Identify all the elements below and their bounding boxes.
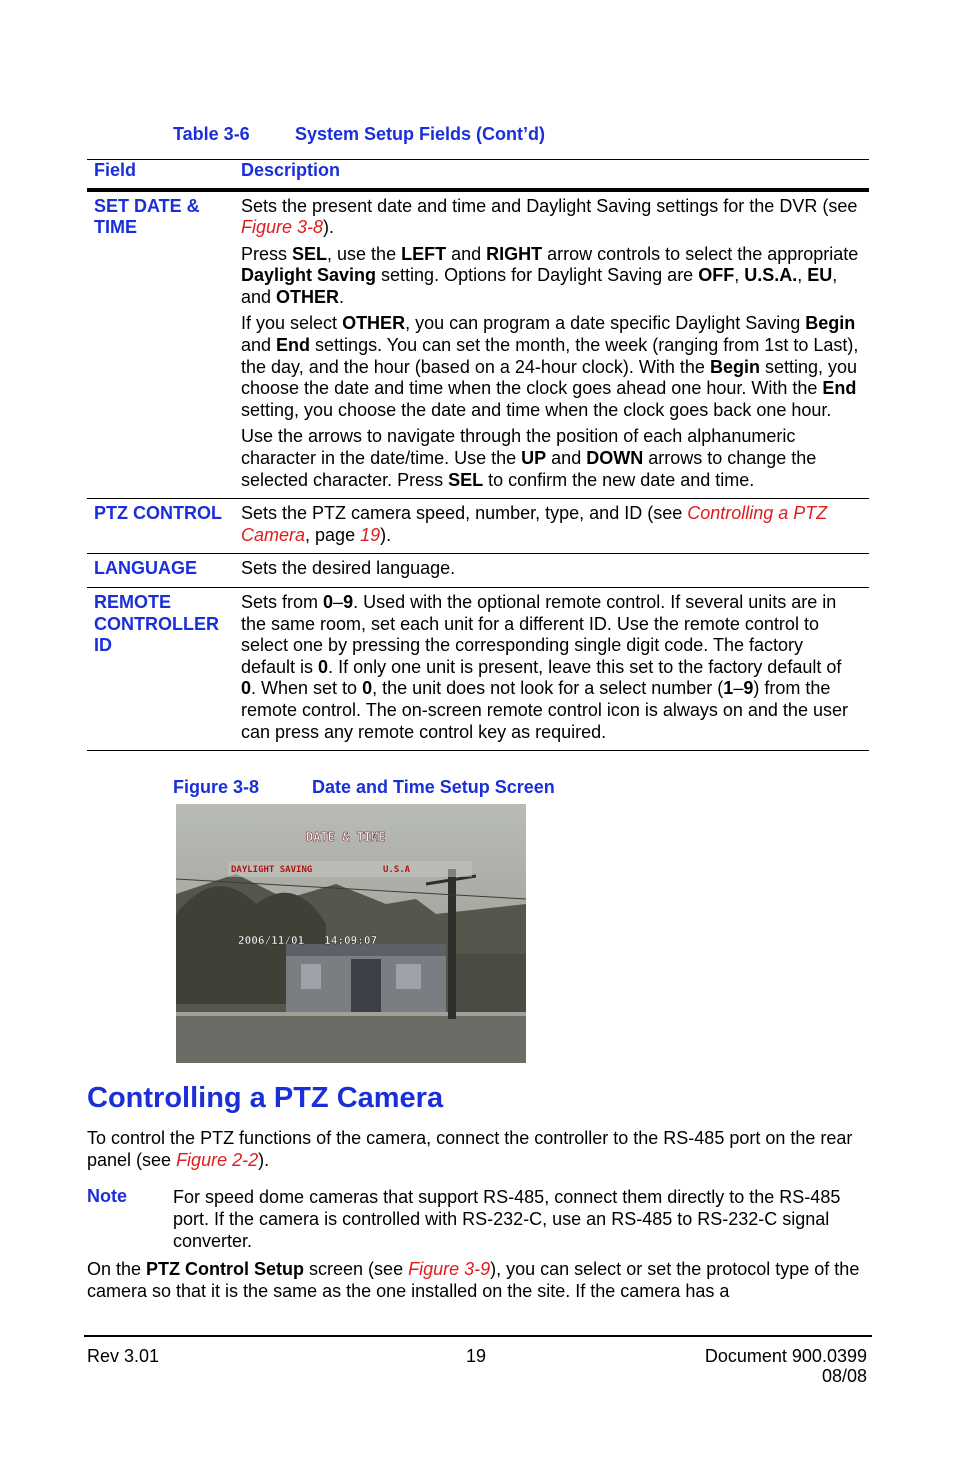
note-label: Note: [87, 1186, 127, 1206]
table-row-language: [87, 554, 869, 588]
figure-3-8-link[interactable]: Figure 3-8: [241, 217, 324, 238]
figure-3-9-link[interactable]: Figure 3-9: [408, 1259, 491, 1279]
table-caption: [173, 124, 546, 145]
ptz-setup-paragraph: On the PTZ Control Setup screen (see Figure 3-9), you can select or set the protocol type of the camera so that it is the same as the one installed on the site. If the camera has a: [87, 1259, 860, 1301]
table-title: System Setup Fields (Cont’d): [295, 124, 546, 144]
date-time-setup-screenshot: [176, 804, 526, 1063]
date-time-para-3: If you select OTHER, you can program a date specific Daylight Saving Begin and End settings. You can set the month, the week (ranging from 1st to Last), the day, and the hour (based on a 24-hour clock). With the Begin setting, you choose the date and time when the clock goes ahead one hour. With the End setting, you choose the date and time when the clock goes back one hour.: [241, 313, 859, 420]
page-19-link[interactable]: 19: [360, 524, 381, 545]
field-set-date-time: SET DATE & TIME: [87, 190, 241, 499]
controlling-ptz-link[interactable]: Controlling a PTZ Camera: [241, 503, 828, 545]
osd-daylight-value: U.S.A: [383, 865, 411, 875]
header-field: Field: [94, 160, 137, 180]
date-time-para-2: Press SEL, use the LEFT and RIGHT arrow controls to select the appropriate Daylight Saving setting. Options for Daylight Saving are OFF, U.S.A., EU, and OTHER.: [241, 243, 859, 307]
footer-doc-number: Document 900.0399: [704, 1346, 867, 1366]
footer-document: [705, 1346, 867, 1386]
field-remote-controller-id: REMOTE CONTROLLER ID: [87, 588, 241, 751]
date-time-para-4: Use the arrows to navigate through the position of each alphanumeric character in the date/time. Use the UP and DOWN arrows to change the selected character. Press SEL to confirm the new date and time.: [241, 426, 817, 490]
figure-2-2-link[interactable]: Figure 2-2: [176, 1150, 259, 1170]
figure-number: Figure 3-8: [173, 777, 260, 797]
date-time-para-1: Sets the present date and time and Daylight Saving settings for the DVR (see Figure 3-8).: [241, 195, 858, 238]
footer-page-number: 19: [466, 1346, 487, 1366]
table-row-remote-controller-id: [87, 588, 869, 751]
section-title: Controlling a PTZ Camera: [87, 1082, 444, 1114]
footer-doc-date: 08/08: [821, 1366, 867, 1386]
osd-title: DATE & TIME: [306, 830, 386, 844]
header-description: Description: [241, 160, 341, 180]
table-number: Table 3-6: [173, 124, 250, 144]
description-language: Sets the desired language.: [241, 554, 869, 588]
table-row-set-date-time: [87, 190, 869, 499]
figure-caption: [173, 777, 555, 798]
description-set-date-time: [241, 190, 869, 499]
intro-paragraph: To control the PTZ functions of the camera, connect the controller to the RS-485 port on the rear panel (see Figure 2-2).: [87, 1128, 853, 1170]
description-remote-controller-id: Sets from 0–9. Used with the optional remote control. If several units are in the same room, set each unit for a different ID. Use the remote control to select one by pressing the corresponding single digit code. The factory default is 0. If only one unit is present, leave this set to the factory default of 0. When set to 0, the unit does not look for a select number (1–9) from the remote control. The on-screen remote control icon is always on and the user can press any remote control key as required.: [241, 588, 869, 751]
note-text: For speed dome cameras that support RS-485, connect them directly to the RS-485 port. If the camera is controlled with RS-232-C, use an RS-485 to RS-232-C signal converter.: [173, 1187, 841, 1251]
osd-daylight-label: DAYLIGHT SAVING: [231, 865, 313, 875]
description-ptz-control: Sets the PTZ camera speed, number, type, and ID (see Controlling a PTZ Camera, page 19).: [241, 499, 869, 554]
footer-revision: Rev 3.01: [87, 1346, 160, 1366]
field-ptz-control: PTZ CONTROL: [87, 499, 241, 554]
osd-datetime: 2006/11/01 14:09:07: [238, 934, 378, 947]
table-header-row: [87, 160, 869, 190]
footer-rule: [84, 1335, 872, 1337]
system-setup-table: [87, 159, 869, 751]
table-row-ptz-control: [87, 499, 869, 554]
figure-title: Date and Time Setup Screen: [312, 777, 555, 797]
field-language: LANGUAGE: [87, 554, 241, 588]
